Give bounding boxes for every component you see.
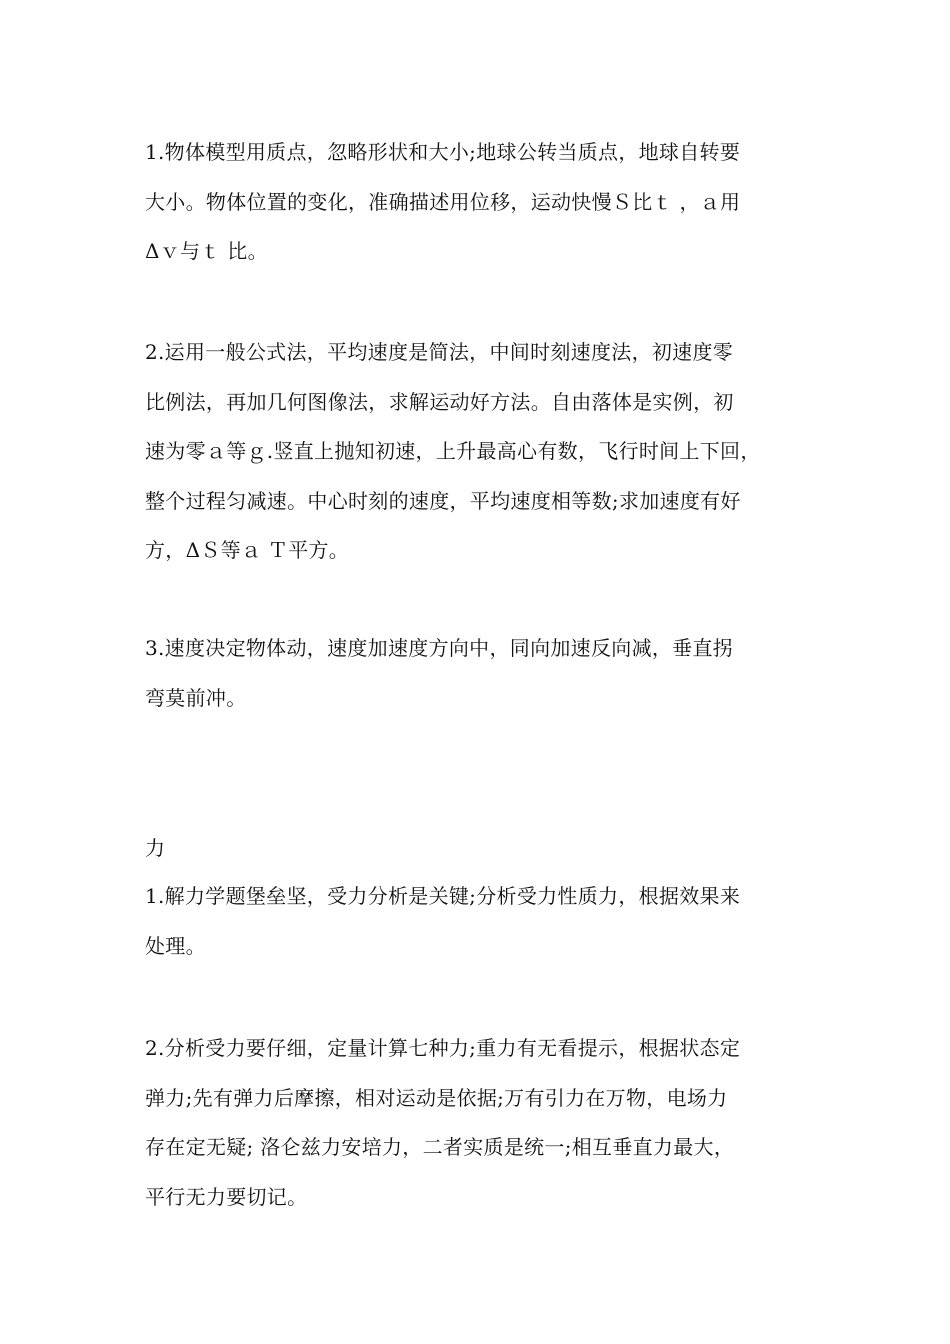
text-line: 2.分析受力要仔细，定量计算七种力;重力有无看提示，根据状态定 (145, 1036, 741, 1060)
paragraph-kinematics-3 (145, 624, 815, 723)
text-line: 1.物体模型用质点，忽略形状和大小;地球公转当质点，地球自转要 (145, 140, 741, 164)
text-line: 速为零ａ等ｇ.竖直上抛知初速，上升最高心有数，飞行时间上下回， (145, 439, 761, 463)
text-line: 处理。 (145, 933, 206, 958)
section-heading-force: 力 (145, 836, 165, 860)
text-line: 整个过程匀减速。中心时刻的速度，平均速度相等数;求加速度有好 (145, 488, 741, 513)
text-line: 方，ΔＳ等ａ Ｔ平方。 (145, 538, 350, 562)
paragraph-force-1 (145, 872, 815, 971)
text-line: 平行无力要切记。 (145, 1184, 308, 1209)
text-line: 3.速度决定物体动，速度加速度方向中，同向加速反向减，垂直拐 (145, 636, 734, 660)
paragraph-kinematics-1 (145, 128, 815, 277)
paragraph-kinematics-2 (145, 328, 815, 576)
text-line: 存在定无疑; 洛仑兹力安培力，二者实质是统一;相互垂直力最大， (145, 1135, 735, 1159)
text-line: 弯莫前冲。 (145, 685, 247, 710)
text-line: 大小。物体位置的变化，准确描述用位移，运动快慢Ｓ比ｔ ，ａ用 (145, 189, 741, 214)
text-line: 1.解力学题堡垒坚，受力分析是关键;分析受力性质力，根据效果来 (145, 884, 741, 908)
text-line: Δｖ与ｔ 比。 (145, 239, 268, 263)
text-line: 弹力;先有弹力后摩擦，相对运动是依据;万有引力在万物，电场力 (145, 1085, 728, 1110)
paragraph-force-2 (145, 1024, 815, 1222)
text-line: 2.运用一般公式法，平均速度是简法，中间时刻速度法，初速度零 (145, 340, 734, 364)
text-line: 比例法，再加几何图像法，求解运动好方法。自由落体是实例，初 (145, 389, 734, 414)
